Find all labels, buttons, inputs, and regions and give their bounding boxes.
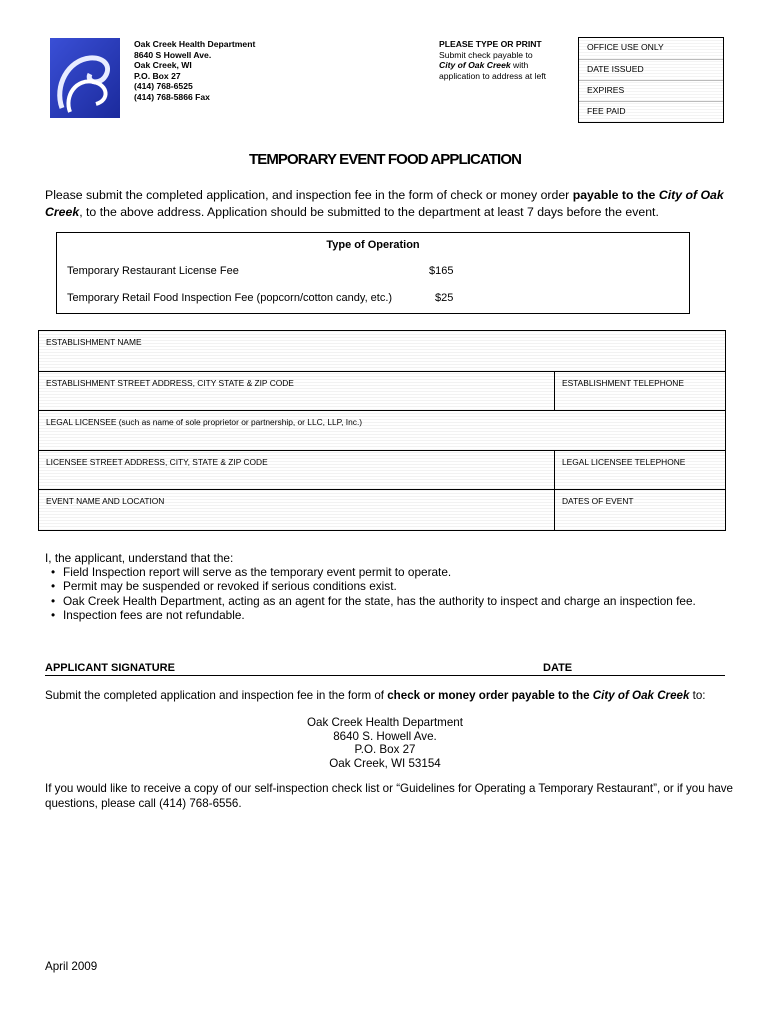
retail-food-label: Temporary Retail Food Inspection Fee (popcorn/cotton candy, etc.)	[67, 292, 393, 304]
department-address	[134, 39, 255, 103]
address-line: (414) 768-5866 Fax	[134, 91, 210, 102]
health-department-logo	[50, 38, 120, 118]
operation-type-heading: Type of Operation	[326, 239, 420, 251]
date-issued-field[interactable]: DATE ISSUED	[579, 59, 723, 80]
applicant-acknowledgement	[45, 551, 696, 622]
form-row	[39, 331, 725, 371]
restaurant-license-fee: $165	[429, 265, 454, 277]
address-line: Oak Creek Health Department	[134, 39, 256, 49]
acknowledgement-list	[45, 565, 696, 622]
revision-date: April 2009	[45, 960, 98, 973]
payment-instructions	[439, 39, 546, 81]
form-row	[39, 489, 725, 530]
submit-instructions: Submit the completed application and inspection fee in the form of check or money order payable to the City of Oak Creek to:	[45, 689, 706, 702]
event-name-field[interactable]: EVENT NAME AND LOCATION	[39, 490, 555, 530]
submit-check-with: with	[510, 60, 529, 71]
application-form	[38, 330, 726, 531]
address-line: P.O. Box 27	[134, 70, 181, 81]
licensee-phone-field[interactable]: LEGAL LICENSEE TELEPHONE	[555, 451, 725, 490]
list-item: • Permit may be suspended or revoked if serious conditions exist.	[63, 579, 696, 593]
office-use-box	[578, 37, 724, 123]
address-line: (414) 768-6525	[134, 81, 193, 92]
licensee-address-field[interactable]: LICENSEE STREET ADDRESS, CITY, STATE & ZIP CODE	[39, 451, 555, 490]
form-row	[39, 410, 725, 450]
acknowledgement-lead: I, the applicant, understand that the:	[45, 551, 234, 565]
page-title: TEMPORARY EVENT FOOD APPLICATION	[248, 151, 522, 168]
submit-check-line: Submit check payable to	[439, 49, 533, 60]
form-row	[39, 450, 725, 490]
address-line: Oak Creek, WI	[134, 60, 192, 71]
applicant-signature-line[interactable]: APPLICANT SIGNATURE	[45, 662, 543, 676]
retail-food-fee: $25	[435, 292, 454, 304]
signature-date-label: DATE	[543, 662, 573, 674]
expires-field[interactable]: EXPIRES	[579, 80, 723, 101]
restaurant-license-label: Temporary Restaurant License Fee	[67, 265, 239, 277]
mailing-address-line: 8640 S. Howell Ave.	[333, 729, 437, 743]
mailing-address-line: Oak Creek Health Department	[307, 716, 463, 729]
mailing-address-line: Oak Creek, WI 53154	[329, 756, 441, 770]
establishment-address-field[interactable]: ESTABLISHMENT STREET ADDRESS, CITY STATE & ZIP CODE	[39, 372, 555, 411]
mailing-address-line: P.O. Box 27	[354, 743, 416, 756]
operation-type-box	[56, 232, 690, 314]
submit-check-line: application to address at left	[439, 70, 547, 81]
address-line: 8640 S Howell Ave.	[134, 49, 212, 60]
list-item: • Oak Creek Health Department, acting as an agent for the state, has the authority to inspect and charge an inspection fee.	[63, 594, 696, 608]
establishment-name-field[interactable]: ESTABLISHMENT NAME	[39, 331, 725, 371]
contact-paragraph: If you would like to receive a copy of our self-inspection check list or “Guidelines for Operating a Temporary Restaurant”, or if you have questions, please call (414) 768-6556.	[45, 782, 734, 810]
please-type-heading: PLEASE TYPE OR PRINT	[439, 39, 542, 49]
legal-licensee-field[interactable]: LEGAL LICENSEE (such as name of sole proprietor or partnership, or LLC, LLP, Inc.)	[39, 411, 725, 450]
fee-paid-field[interactable]: FEE PAID	[579, 101, 723, 122]
establishment-phone-field[interactable]: ESTABLISHMENT TELEPHONE	[555, 372, 725, 411]
form-row	[39, 371, 725, 411]
list-item: • Inspection fees are not refundable.	[63, 608, 696, 622]
city-name: City of Oak Creek	[439, 60, 511, 71]
office-use-heading: OFFICE USE ONLY	[579, 38, 723, 59]
mailing-address	[0, 716, 770, 770]
intro-paragraph: Please submit the completed application, and inspection fee in the form of check or money order payable to the City of Oak Creek, to the above address. Application should be submitted to the department at least 7 days before the event.	[45, 188, 724, 219]
list-item: • Field Inspection report will serve as the temporary event permit to operate.	[63, 565, 696, 579]
event-dates-field[interactable]: DATES OF EVENT	[555, 490, 725, 530]
signature-date-line[interactable]	[543, 662, 725, 676]
